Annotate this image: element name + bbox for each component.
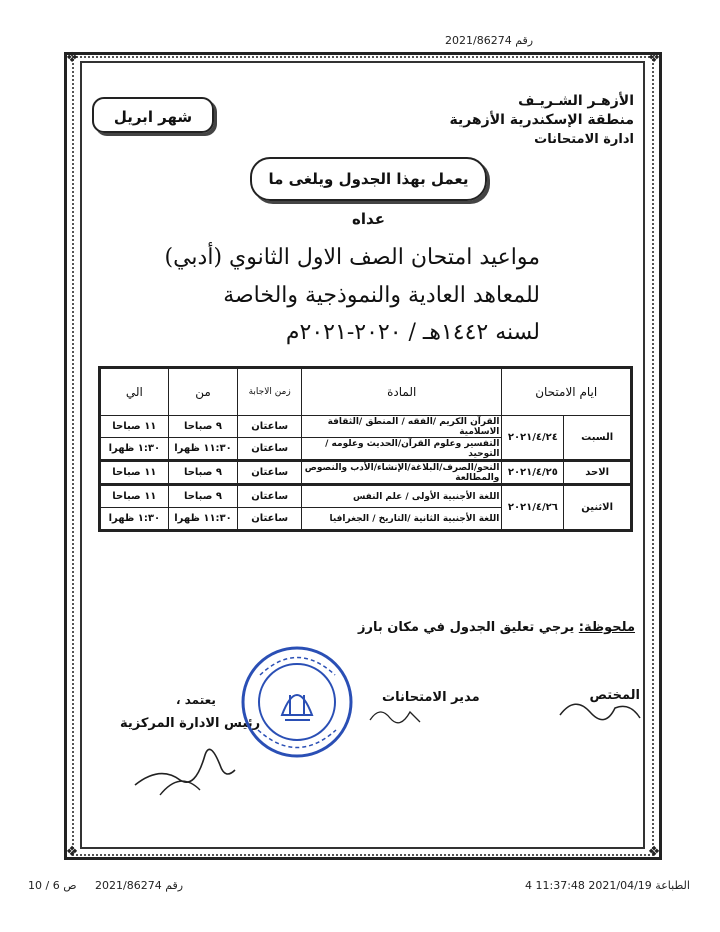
from-cell: ١١:٣٠ ظهرا	[168, 438, 238, 461]
note-text: يرجي تعليق الجدول في مكان بارز	[358, 620, 575, 635]
note-label: ملحوظة:	[578, 620, 635, 635]
table-header-row	[100, 368, 632, 416]
to-cell: ١١ صباحا	[100, 461, 169, 485]
month-label-box: شهر ابريل	[92, 97, 214, 133]
schedule-subtitle: للمعاهد العادية والنموذجية والخاصة	[223, 283, 540, 308]
admin-head-signature-icon	[130, 735, 240, 800]
header-line-region: منطقة الإسكندرية الأزهرية	[449, 112, 634, 128]
header-line-department: ادارة الامتحانات	[534, 132, 634, 147]
duration-cell: ساعتان	[238, 461, 302, 485]
subject-cell: التفسير وعلوم القرآن/الحديث وعلومه /التوحيد	[302, 438, 502, 461]
subject-cell: اللغة الأجنبية الثانية /التاريخ / الجغرافيا	[302, 508, 502, 531]
to-cell: ١:٣٠ ظهرا	[100, 438, 169, 461]
to-cell: ١١ صباحا	[100, 416, 169, 438]
exam-director-label: مدير الامتحانات	[382, 690, 480, 705]
header-to: الي	[100, 368, 169, 416]
corner-ornament-icon: ❖	[647, 844, 661, 860]
duration-cell: ساعتان	[238, 508, 302, 531]
approved-label: يعتمد ،	[176, 693, 216, 707]
from-cell: ١١:٣٠ ظهرا	[168, 508, 238, 531]
notice-box: يعمل بهذا الجدول ويلغى ما عداه	[250, 157, 487, 201]
table-row	[100, 461, 632, 485]
footer-print-timestamp: الطباعة 2021/04/19 11:37:48 ‎4	[525, 879, 690, 892]
to-cell: ١١ صباحا	[100, 485, 169, 508]
header-from: من	[168, 368, 238, 416]
corner-ornament-icon: ❖	[65, 844, 79, 860]
footer-page-number: ص 6 / 10	[28, 879, 77, 892]
top-reference-number: رقم 2021/86274	[445, 34, 534, 47]
header-exam-days: ايام الامتحان	[502, 368, 632, 416]
admin-head-label: رئيس الادارة المركزية	[120, 716, 261, 731]
from-cell: ٩ صباحا	[168, 461, 238, 485]
subject-cell: اللغة الأجنبية الأولى / علم النفس	[302, 485, 502, 508]
to-cell: ١:٣٠ ظهرا	[100, 508, 169, 531]
header-line-azhar: الأزهـر الشـريـف	[518, 93, 634, 109]
subject-cell: القرآن الكريم /الفقه / المنطق /الثقافة الاسلامية	[302, 416, 502, 438]
header-subject: المادة	[302, 368, 502, 416]
schedule-year: لسنه ١٤٤٢هـ / ٢٠٢٠-٢٠٢١م	[285, 320, 540, 345]
note	[358, 620, 635, 635]
table-row	[100, 416, 632, 438]
director-signature-icon	[365, 700, 425, 735]
date-cell: ٢٠٢١/٤/٢٦	[502, 485, 564, 531]
institution-header	[449, 92, 634, 149]
corner-ornament-icon: ❖	[647, 50, 661, 66]
from-cell: ٩ صباحا	[168, 416, 238, 438]
duration-cell: ساعتان	[238, 438, 302, 461]
schedule-title: مواعيد امتحان الصف الاول الثانوي (أدبي)	[164, 245, 540, 270]
day-cell: السبت	[564, 416, 632, 461]
exam-schedule-table	[98, 366, 633, 532]
day-cell: الاحد	[564, 461, 632, 485]
from-cell: ٩ صباحا	[168, 485, 238, 508]
date-cell: ٢٠٢١/٤/٢٥	[502, 461, 564, 485]
header-duration: زمن الاجابة	[238, 368, 302, 416]
table-row	[100, 485, 632, 508]
duration-cell: ساعتان	[238, 485, 302, 508]
date-cell: ٢٠٢١/٤/٢٤	[502, 416, 564, 461]
duration-cell: ساعتان	[238, 416, 302, 438]
corner-ornament-icon: ❖	[65, 50, 79, 66]
specialist-signature-icon	[555, 690, 645, 730]
subject-cell: النحو/الصرف/البلاغة/الإنشاء/الأدب والنصوص والمطالعة	[302, 461, 502, 485]
footer-reference: رقم 2021/86274	[95, 879, 184, 892]
specialist-signature-label: المختص	[589, 688, 640, 703]
official-stamp-icon	[240, 645, 355, 760]
day-cell: الاثنين	[564, 485, 632, 531]
